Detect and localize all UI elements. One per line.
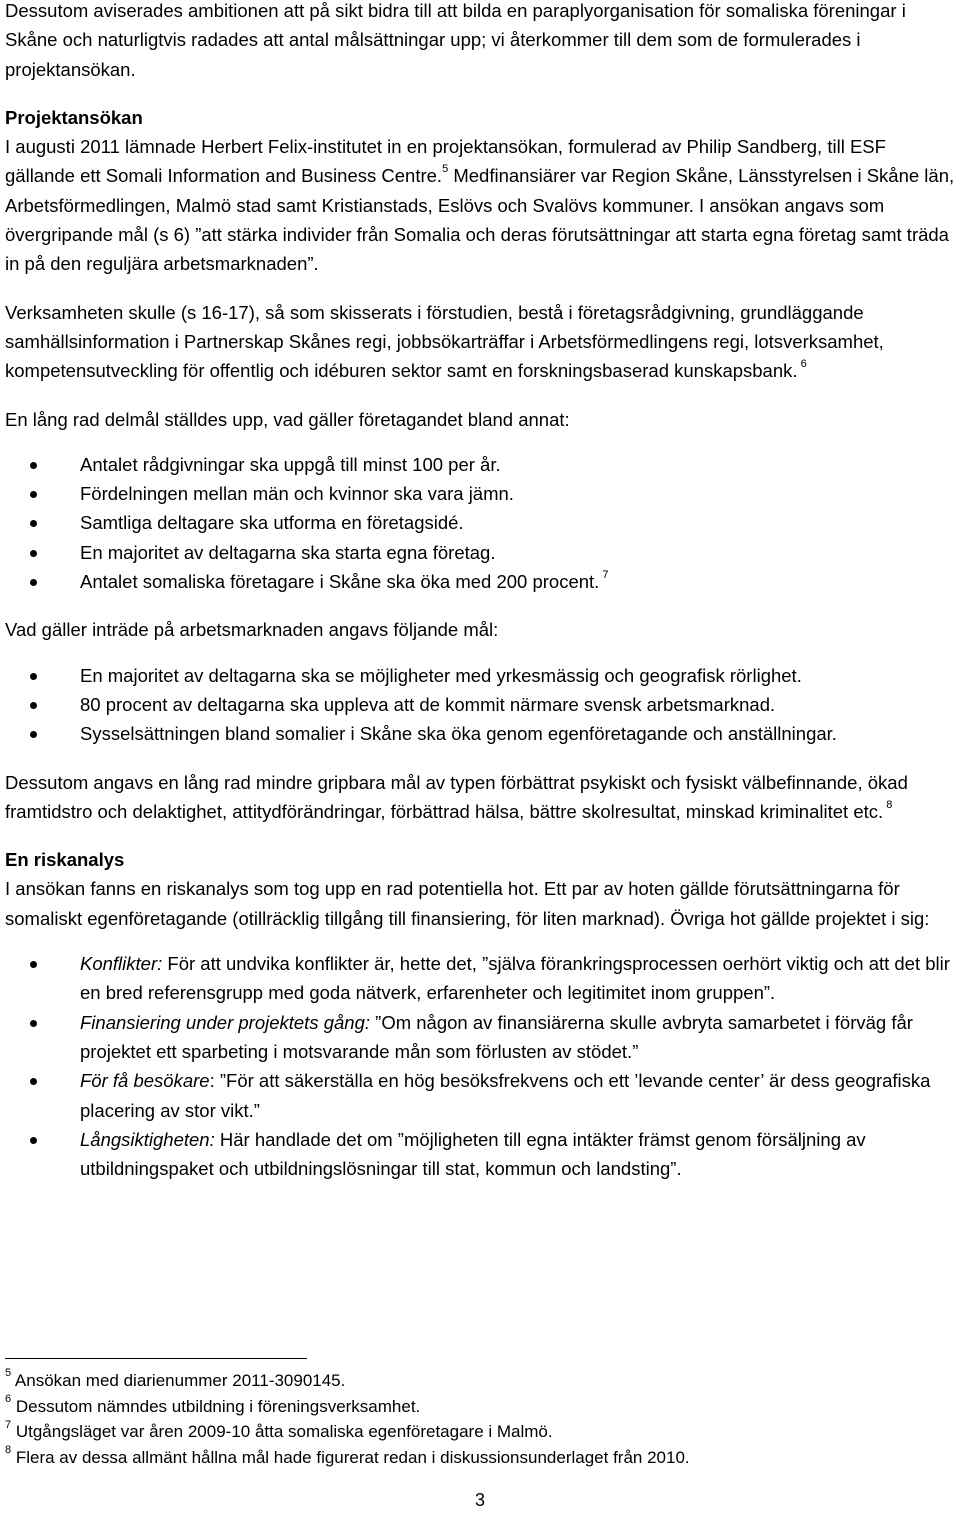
risk-text: För att undvika konflikter är, hette det, ”själva förankringsprocessen oerhört viktig och att det blir en bred referensgrupp med goda nätverk, erfarenheter och legitimitet inom gruppen”. xyxy=(80,953,950,1004)
footnote-text: Dessutom nämndes utbildning i föreningsverksamhet. xyxy=(11,1396,421,1416)
footnote-ref-6: 6 xyxy=(797,358,807,371)
footnote-text: Ansökan med diarienummer 2011-3090145. xyxy=(11,1371,346,1390)
footnote-6 xyxy=(5,1394,955,1420)
verksamheten-text: Verksamheten skulle (s 16-17), så som skisserats i förstudien, bestå i företagsrådgivning, grundläggande samhällsinformation i Partnerskap Skånes regi, jobbsökarträffar i Arbetsförmedlingens regi, lotsverksamhet, kompetensutveckling för offentlig och idéburen sektor samt en forskningsbaserad kunskapsbank. xyxy=(5,301,884,382)
list-item: En majoritet av deltagarna ska starta egna företag. xyxy=(5,538,955,567)
risk-text: Här handlade det om ”möjligheten till egna intäkter främst genom försäljning av utbildningspaket och utbildningslösningar till stat, kommun och landsting”. xyxy=(80,1128,866,1180)
mindre-mal-paragraph xyxy=(5,768,955,827)
list-item xyxy=(5,1066,955,1125)
list-item xyxy=(5,1125,955,1184)
footnote-ref-7: 7 xyxy=(599,568,609,581)
intro-paragraph: Dessutom aviserades ambitionen att på sikt bidra till att bilda en paraplyorganisation för somaliska föreningar i Skåne och naturligtvis radades att antal målsättningar upp; vi återkommer till dem som de formulerades i projektansökan. xyxy=(5,0,906,80)
footnote-number: 6 xyxy=(5,1393,12,1406)
arbets-intro-paragraph: Vad gäller inträde på arbetsmarknaden angavs följande mål: xyxy=(5,619,499,641)
list-item: Fördelningen mellan män och kvinnor ska vara jämn. xyxy=(5,479,955,508)
list-item xyxy=(5,567,955,596)
list-item: En majoritet av deltagarna ska se möjligheter med yrkesmässig och geografisk rörlighet. xyxy=(5,661,955,690)
footnote-8 xyxy=(5,1445,955,1471)
footnote-7 xyxy=(5,1419,955,1445)
section-heading-riskanalys: En riskanalys xyxy=(5,849,125,871)
footnote-number: 7 xyxy=(5,1418,12,1431)
foretag-intro-paragraph: En lång rad delmål ställdes upp, vad gäller företagandet bland annat: xyxy=(5,408,570,430)
footnote-5 xyxy=(5,1368,955,1394)
risk-label: Finansiering under projektets gång: xyxy=(80,1011,371,1033)
footnote-divider xyxy=(5,1358,307,1359)
risk-text: : ”För att säkerställa en hög besöksfrekvens och ett ’levande center’ är dess geografiska placering av stor vikt.” xyxy=(80,1070,931,1121)
projektansokan-paragraph xyxy=(5,132,955,278)
risks-list xyxy=(5,949,955,1183)
list-item: 80 procent av deltagarna ska uppleva att de kommit närmare svensk arbetsmarknad. xyxy=(5,690,955,719)
risk-label: Konflikter: xyxy=(80,953,163,975)
projektansokan-text-2: Medfinansiärer var Region Skåne, Länsstyrelsen i Skåne län, Arbetsförmedlingen, Malmö stad samt Kristianstads, Eslövs och Svalövs kommuner. I ansökan angavs som övergripande mål (s 6) ”att stärka individer från Somalia och deras förutsättningar att starta egna företag samt träda in på den reguljära arbetsmarknaden”. xyxy=(5,165,955,275)
list-item: Samtliga deltagare ska utforma en företagsidé. xyxy=(5,508,955,537)
riskanalys-paragraph: I ansökan fanns en riskanalys som tog upp en rad potentiella hot. Ett par av hoten gällde förutsättningarna för somaliskt egenföretagande (otillräcklig tillgång till finansiering, för liten marknad). Övriga hot gällde projektet i sig: xyxy=(5,878,930,929)
footnote-ref-8: 8 xyxy=(883,798,893,811)
page-number: 3 xyxy=(474,1490,485,1510)
mindre-mal-text: Dessutom angavs en lång rad mindre gripbara mål av typen förbättrat psykiskt och fysiskt välbefinnande, ökad framtidstro och delaktighet, attitydförändringar, förbättrad hälsa, bättre skolresultat, minskad kriminalitet etc. xyxy=(5,771,908,822)
footnote-text: Utgångsläget var åren 2009-10 åtta somaliska egenföretagare i Malmö. xyxy=(11,1422,553,1442)
list-item xyxy=(5,1008,955,1067)
foretag-goals-list xyxy=(5,450,955,596)
footnote-number: 5 xyxy=(5,1367,12,1380)
footnote-number: 8 xyxy=(5,1444,12,1457)
arbets-goals-list xyxy=(5,661,955,749)
list-item-text: Antalet somaliska företagare i Skåne ska öka med 200 procent. xyxy=(80,571,600,593)
projektansokan-text-1: I augusti 2011 lämnade Herbert Felix-institutet in en projektansökan, formulerad av Philip Sandberg, till ESF gällande ett Somali Information and Business Centre. xyxy=(5,136,886,187)
footnotes xyxy=(5,1368,955,1471)
list-item xyxy=(5,949,955,1008)
risk-label: För få besökare xyxy=(80,1070,210,1092)
list-item: Antalet rådgivningar ska uppgå till minst 100 per år. xyxy=(5,450,955,479)
verksamheten-paragraph xyxy=(5,298,955,386)
list-item: Sysselsättningen bland somalier i Skåne ska öka genom egenföretagande och anställningar. xyxy=(5,719,955,748)
document-page xyxy=(5,0,955,1202)
footnote-ref-5: 5 xyxy=(442,163,449,176)
section-heading-projektansokan: Projektansökan xyxy=(5,106,143,128)
risk-text: ”Om någon av finansiärerna skulle avbryta samarbetet i förväg får projektet ett sparbeting i motsvarande mån som förlusten av stödet.” xyxy=(80,1011,913,1062)
risk-label: Långsiktigheten: xyxy=(80,1128,215,1150)
footnote-text: Flera av dessa allmänt hållna mål hade figurerat redan i diskussionsunderlaget från 2010. xyxy=(11,1448,690,1468)
